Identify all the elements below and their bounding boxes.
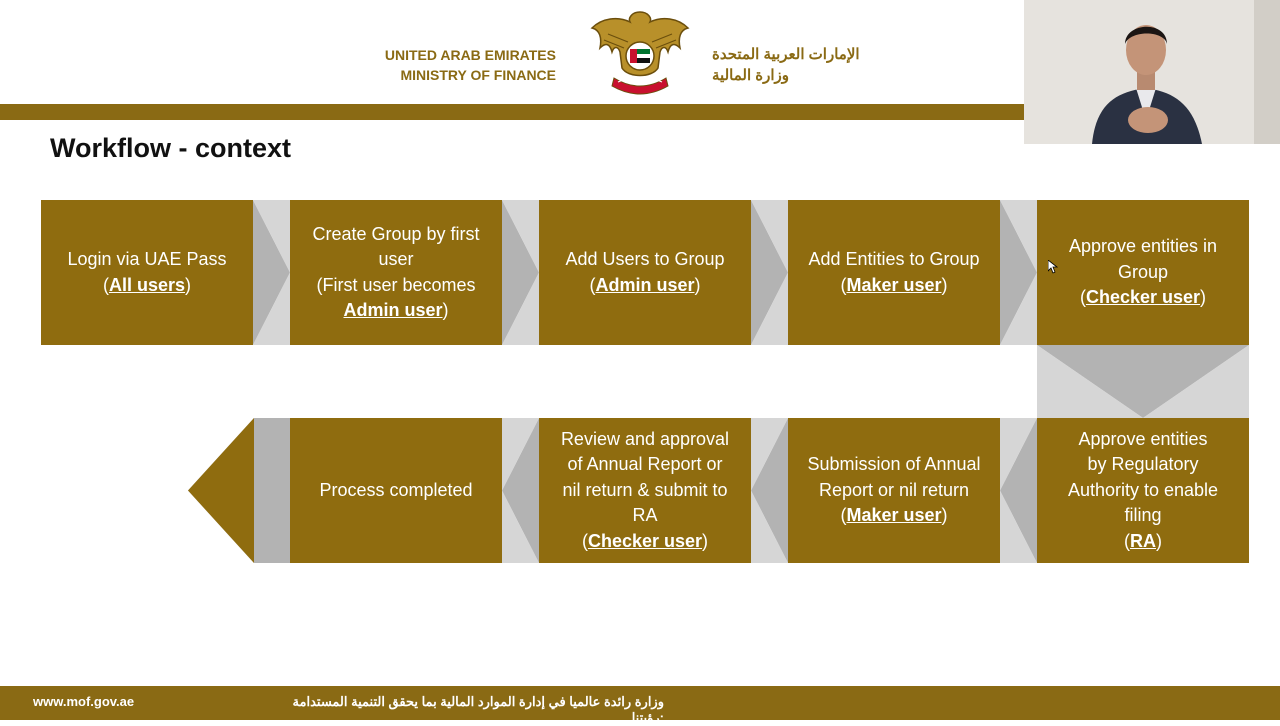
step-role: (RA) bbox=[1124, 530, 1162, 551]
step-text: Approve entities in bbox=[1068, 236, 1218, 257]
step-role: (All users) bbox=[102, 274, 192, 295]
header-ar-line1: الإمارات العربية المتحدة bbox=[712, 46, 860, 63]
step-text: Process completed bbox=[319, 479, 473, 500]
header-bar bbox=[0, 104, 1024, 120]
step-text: RA bbox=[632, 505, 658, 526]
connector-arrow bbox=[502, 200, 539, 345]
step-text: Add Users to Group bbox=[565, 249, 725, 269]
header-english bbox=[370, 45, 556, 85]
step-review-approval-box bbox=[539, 418, 751, 563]
step-text: Submission of Annual bbox=[807, 454, 981, 475]
connector-arrow bbox=[502, 418, 539, 563]
connector-arrow bbox=[751, 418, 788, 563]
step-text: by Regulatory bbox=[1087, 454, 1199, 475]
role-label: Maker user bbox=[846, 274, 942, 295]
footer-website-link[interactable]: www.mof.gov.ae bbox=[33, 694, 135, 709]
step-role: Admin user) bbox=[343, 300, 449, 320]
step-process-completed-box bbox=[290, 418, 502, 563]
connector-arrow bbox=[1000, 200, 1037, 345]
step-add-users-box bbox=[539, 200, 751, 345]
uae-falcon-emblem-icon bbox=[588, 8, 692, 100]
step-text: Review and approval bbox=[560, 428, 730, 449]
presenter-webcam bbox=[1024, 0, 1280, 144]
step-text: (First user becomes bbox=[316, 274, 476, 295]
step-create-group-box bbox=[290, 200, 502, 345]
role-label: All users bbox=[108, 274, 186, 295]
step-text: Group bbox=[1117, 261, 1169, 282]
connector-arrow bbox=[1000, 418, 1037, 563]
connector-arrow bbox=[253, 200, 290, 345]
role-label: Admin user bbox=[343, 300, 443, 320]
step-text: Create Group by first bbox=[312, 223, 480, 244]
step-text: Authority to enable bbox=[1067, 479, 1219, 500]
step-role: (Maker user) bbox=[840, 274, 948, 295]
step-text: Add Entities to Group bbox=[808, 249, 980, 269]
step-submission-box bbox=[788, 418, 1000, 563]
step-text: Login via UAE Pass bbox=[67, 249, 227, 269]
step-ra-approval-box bbox=[1037, 418, 1249, 563]
header-ar-line2: وزارة المالية bbox=[712, 67, 790, 84]
step-text: Approve entities bbox=[1078, 428, 1208, 449]
step-role: (Checker user) bbox=[581, 530, 709, 551]
step-add-entities-box bbox=[788, 200, 1000, 345]
step-text: of Annual Report or bbox=[567, 454, 723, 475]
step-login-box bbox=[41, 200, 253, 345]
role-label: Maker user bbox=[846, 505, 942, 526]
end-arrow-head bbox=[188, 418, 290, 563]
header-arabic bbox=[712, 44, 872, 86]
role-label: RA bbox=[1130, 530, 1156, 551]
footer-vision-text: وزارة رائدة عالميا في إدارة الموارد المالية بما يحقق التنمية المستدامة :رؤيتنا bbox=[292, 694, 664, 725]
step-text: nil return & submit to bbox=[562, 479, 728, 500]
mouse-cursor-icon bbox=[1048, 260, 1058, 274]
step-role: (Maker user) bbox=[840, 505, 948, 526]
step-approve-entities-group-box bbox=[1037, 200, 1249, 345]
header-en-line2: MINISTRY OF FINANCE bbox=[400, 67, 556, 83]
connector-arrow bbox=[751, 200, 788, 345]
role-label: Checker user bbox=[1085, 287, 1201, 308]
step-text: Report or nil return bbox=[818, 479, 970, 500]
slide-title: Workflow - context bbox=[50, 133, 292, 163]
role-label: Admin user bbox=[595, 274, 695, 295]
step-role: (Checker user) bbox=[1079, 287, 1207, 308]
role-label: Checker user bbox=[587, 530, 703, 551]
step-text: filing bbox=[1124, 505, 1162, 526]
connector-down-arrow bbox=[1037, 345, 1249, 418]
footer-bar bbox=[0, 686, 1280, 725]
header-en-line1: UNITED ARAB EMIRATES bbox=[384, 47, 556, 63]
step-role: (Admin user) bbox=[589, 274, 701, 295]
presenter-webcam-icon bbox=[1024, 0, 1280, 144]
step-text: user bbox=[378, 249, 414, 269]
